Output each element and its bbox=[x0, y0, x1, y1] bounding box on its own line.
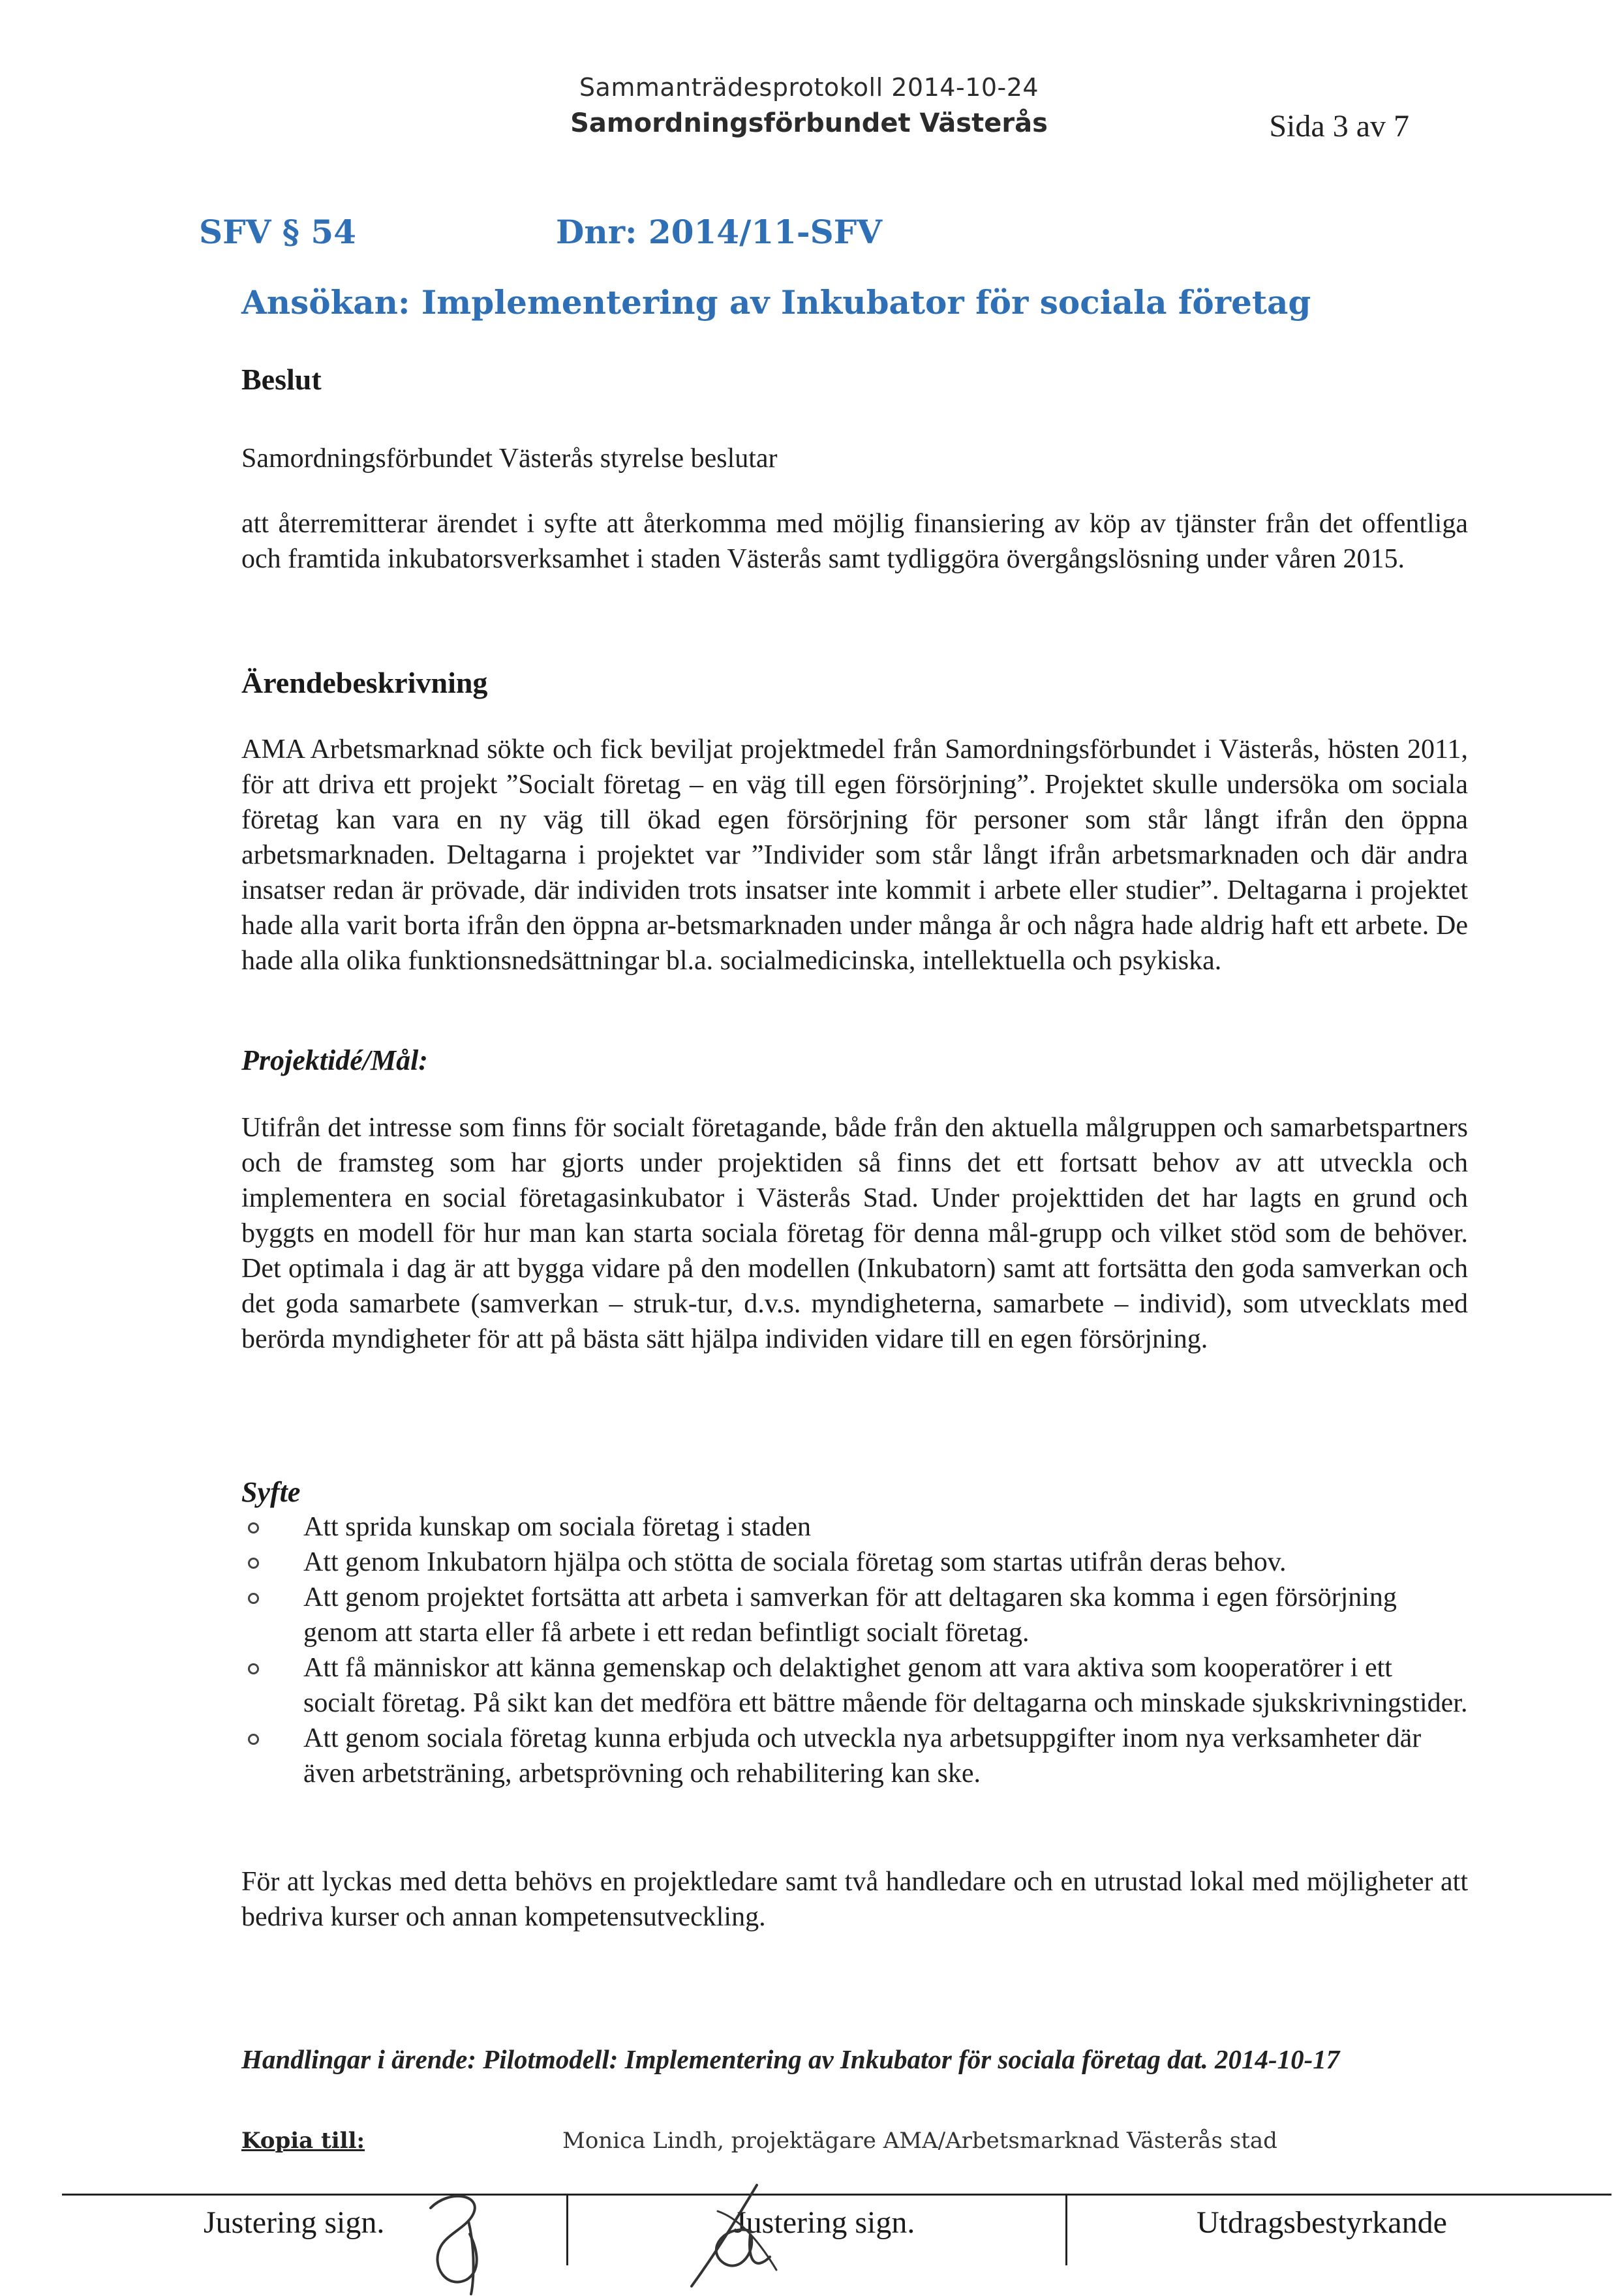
section-title: Ansökan: Implementering av Inkubator för sociala företag bbox=[241, 283, 1311, 322]
beslut-heading: Beslut bbox=[241, 363, 322, 396]
list-item-text: Att sprida kunskap om sociala företag i staden bbox=[303, 1512, 811, 1542]
list-item-text: Att genom projektet fortsätta att arbeta i samverkan för att deltagaren ska komma i egen försörjning genom att starta eller få arbete i ett redan befintligt socialt företag. bbox=[303, 1582, 1397, 1648]
syfte-list bbox=[241, 1509, 1468, 1791]
section-number: SFV § 54 bbox=[199, 213, 356, 251]
footer-rule bbox=[62, 2194, 1611, 2196]
arende-text: AMA Arbetsmarknad sökte och fick beviljat projektmedel från Samordningsförbundet i Västerås, hösten 2011, för att driva ett projekt ”Socialt företag – en väg till egen försörjning”. Projektet skulle undersöka om sociala företag kan vara en ny väg till ökad egen försörjning för personer som står långt ifrån den öppna arbetsmarknaden. Deltagarna i projektet var ”Individer som står långt ifrån arbetsmarknaden och där andra insatser redan är prövade, där individen trots insatser inte kommit i arbete eller studier”. Deltagarna i projektet hade alla varit borta ifrån den öppna ar-betsmarknaden under många år och några hade aldrig haft ett arbete. De hade alla olika funktionsnedsättningar bl.a. socialmedicinska, intellektuella och psykiska. bbox=[241, 734, 1468, 976]
handlingar-line: Handlingar i ärende: Pilotmodell: Implementering av Inkubator för sociala företag dat. 2014-10-17 bbox=[241, 2044, 1340, 2074]
bullet-icon bbox=[248, 1593, 259, 1604]
list-item bbox=[241, 1509, 1468, 1545]
syfte-closing: För att lyckas med detta behövs en projektledare samt två handledare och en utrustad lokal med möjligheter att bedriva kurser och annan kompetensutveckling. bbox=[241, 1867, 1468, 1932]
signature-initials-1 bbox=[411, 2182, 509, 2296]
projektide-heading: Projektidé/Mål: bbox=[241, 1044, 428, 1076]
utdragsbestyrkande: Utdragsbestyrkande bbox=[1197, 2205, 1447, 2240]
bullet-icon bbox=[248, 1522, 259, 1533]
bullet-icon bbox=[248, 1663, 259, 1674]
list-item bbox=[241, 1545, 1468, 1580]
kopia-label: Kopia till: bbox=[241, 2128, 365, 2154]
beslut-intro: Samordningsförbundet Västerås styrelse beslutar bbox=[241, 444, 778, 474]
projektide-text: Utifrån det intresse som finns för socialt företagande, både från den aktuella målgruppen och samarbetspartners och de framsteg som har gjorts under projektiden så finns det ett fortsatt behov av att utveckla och implementera en social företagasinkubator i Västerås Stad. Under projekttiden det har lagts en grund och byggts en modell för hur man kan starta sociala företag för denna mål-grupp och vilket stöd som de behöver. Det optimala i dag är att bygga vidare på den modellen (Inkubatorn) samt att fortsätta den goda samverkan och det goda samarbete (samverkan – struk-tur, d.v.s. myndigheterna, samarbete – individ), som utvecklats med berörda myndigheter för att på bästa sätt hjälpa individen vidare till en egen försörjning. bbox=[241, 1113, 1468, 1354]
page-indicator: Sida 3 av 7 bbox=[1269, 109, 1409, 144]
bullet-icon bbox=[248, 1558, 259, 1569]
justering-sign-2: Justering sign. bbox=[734, 2205, 915, 2240]
list-item-text: Att genom sociala företag kunna erbjuda och utveckla nya arbetsuppgifter inom nya verksamheter där även arbetsträning, arbetsprövning och rehabilitering kan ske. bbox=[303, 1723, 1422, 1789]
arende-heading: Ärendebeskrivning bbox=[241, 666, 488, 699]
kopia-recipient: Monica Lindh, projektägare AMA/Arbetsmarknad Västerås stad bbox=[562, 2128, 1277, 2154]
justering-sign-1: Justering sign. bbox=[204, 2205, 385, 2240]
organization-name: Samordningsförbundet Västerås bbox=[570, 108, 1048, 138]
footer-divider bbox=[1065, 2194, 1067, 2265]
list-item-text: Att få människor att känna gemenskap och delaktighet genom att vara aktiva som kooperatörer i ett socialt företag. På sikt kan det medföra ett bättre mående för deltagarna och minskade sjukskrivningstider. bbox=[303, 1653, 1468, 1718]
list-item-text: Att genom Inkubatorn hjälpa och stötta de sociala företag som startas utifrån deras behov. bbox=[303, 1547, 1287, 1577]
list-item bbox=[241, 1580, 1468, 1650]
bullet-icon bbox=[248, 1734, 259, 1745]
beslut-text: att återremitterar ärendet i syfte att återkomma med möjlig finansiering av köp av tjänster från det offentliga och framtida inkubatorsverksamhet i staden Västerås samt tydliggöra övergångslösning under våren 2015. bbox=[241, 509, 1468, 574]
list-item bbox=[241, 1650, 1468, 1721]
document-title: Sammanträdesprotokoll 2014-10-24 bbox=[579, 73, 1039, 102]
list-item bbox=[241, 1721, 1468, 1791]
diary-number: Dnr: 2014/11-SFV bbox=[556, 213, 883, 251]
syfte-heading: Syfte bbox=[241, 1476, 301, 1508]
footer-divider bbox=[566, 2194, 568, 2265]
